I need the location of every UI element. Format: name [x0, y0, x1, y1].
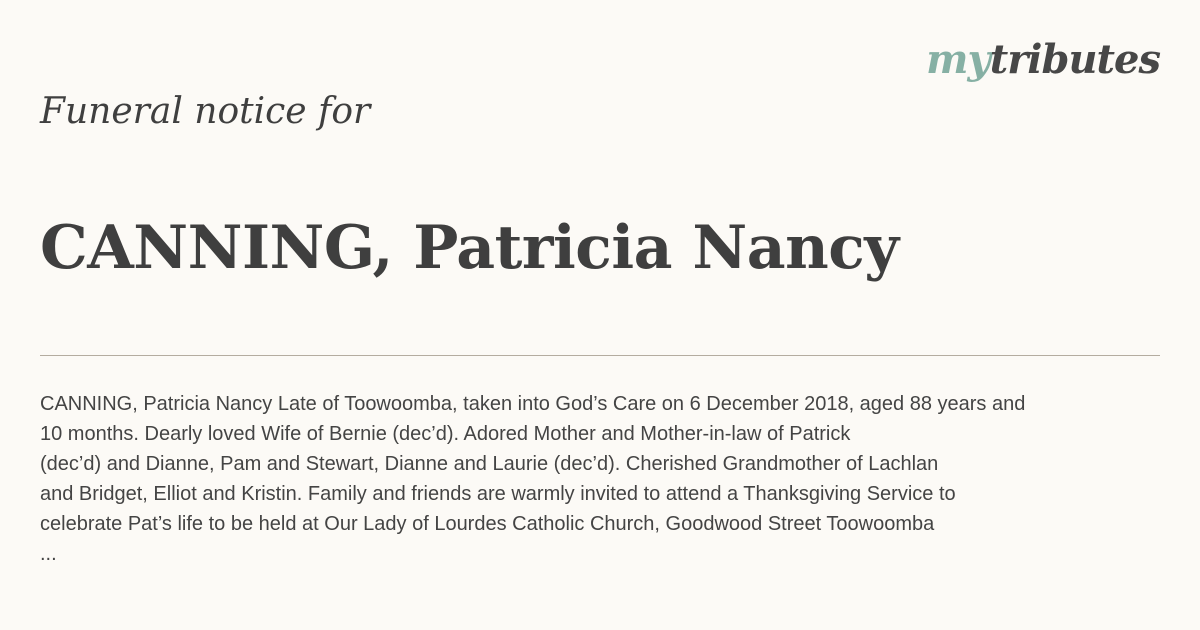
logo-my-text: my — [926, 36, 990, 83]
notice-intro-heading: Funeral notice for — [40, 91, 371, 132]
notice-body-line: CANNING, Patricia Nancy Late of Toowoomba, taken into God’s Care on 6 December 2018, aged 88 years and — [40, 393, 1026, 415]
notice-body-line: (dec’d) and Dianne, Pam and Stewart, Dianne and Laurie (dec’d). Cherished Grandmother of Lachlan — [40, 453, 939, 475]
notice-body-ellipsis: ... — [40, 543, 57, 565]
mytributes-logo[interactable] — [926, 36, 1160, 84]
logo-tributes-text: tributes — [989, 36, 1160, 83]
notice-body-line: celebrate Pat’s life to be held at Our Lady of Lourdes Catholic Church, Goodwood Street Toowoomba — [40, 513, 935, 535]
notice-body-line: 10 months. Dearly loved Wife of Bernie (dec’d). Adored Mother and Mother-in-law of Patrick — [40, 423, 851, 445]
notice-body-line: and Bridget, Elliot and Kristin. Family and friends are warmly invited to attend a Thanksgiving Service to — [40, 483, 956, 505]
notice-body-text — [40, 389, 1160, 569]
deceased-name-title: CANNING, Patricia Nancy — [40, 213, 899, 283]
section-divider — [40, 355, 1160, 356]
